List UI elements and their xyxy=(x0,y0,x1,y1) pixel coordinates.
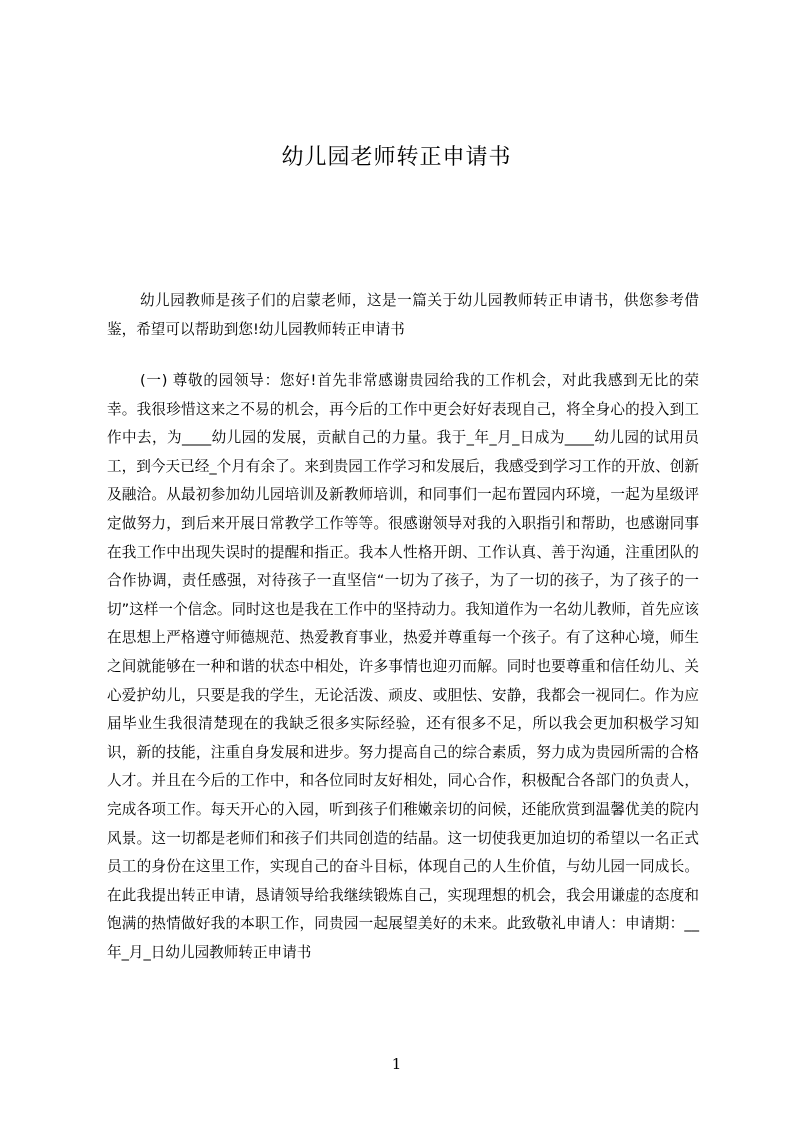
intro-paragraph: 幼儿园教师是孩子们的启蒙老师，这是一篇关于幼儿园教师转正申请书，供您参考借鉴，希望可以帮助到您!幼儿园教师转正申请书 xyxy=(107,292,699,338)
page-title: 幼儿园老师转正申请书 xyxy=(281,145,512,170)
body-paragraph: (一) 尊敬的园领导：您好!首先非常感谢贵园给我的工作机会，对此我感到无比的荣幸。我很珍惜这来之不易的机会，再今后的工作中更会好好表现自己，将全身心的投入到工作中去，为____幼儿园的发展，贡献自己的力量。我于_年_月_日成为____幼儿园的试用员工，到今天已经_个月有余了。来到贵园工作学习和发展后，我感受到学习工作的开放、创新及融洽。从最初参加幼儿园培训及新教师培训，和同事们一起布置园内环境，一起为星级评定做努力，到后来开展日常教学工作等等。很感谢领导对我的入职指引和帮助，也感谢同事在我工作中出现失误时的提醒和指正。我本人性格开朗、工作认真、善于沟通，注重团队的合作协调，责任感强，对待孩子一直坚信“一切为了孩子，为了一切的孩子，为了孩子的一切”这样一个信念。同时这也是我在工作中的坚持动力。我知道作为一名幼儿教师，首先应该在思想上严格遵守师德规范、热爱教育事业，热爱并尊重每一个孩子。有了这种心境，师生之间就能够在一种和谐的状态中相处，许多事情也迎刃而解。同时也要尊重和信任幼儿、关心爱护幼儿，只要是我的学生，无论活泼、顽皮、或胆怯、安静，我都会一视同仁。作为应届毕业生我很清楚现在的我缺乏很多实际经验，还有很多不足，所以我会更加积极学习知识，新的技能，注重自身发展和进步。努力提高自己的综合素质，努力成为贵园所需的合格人才。并且在今后的工作中，和各位同时友好相处，同心合作，积极配合各部门的负责人，完成各项工作。每天开心的入园，听到孩子们稚嫩亲切的问候，还能欣赏到温馨优美的院内风景。这一切都是老师们和孩子们共同创造的结晶。这一切使我更加迫切的希望以一名正式员工的身份在这里工作，实现自己的奋斗目标，体现自己的人生价值，与幼儿园一同成长。在此我提出转正申请，恳请领导给我继续锻炼自己，实现理想的机会，我会用谦虚的态度和饱满的热情做好我的本职工作，同贵园一起展望美好的未来。此致敬礼申请人：申请期：__年_月_日幼儿园教师转正申请书 xyxy=(107,372,699,961)
page-number: 1 xyxy=(391,1055,402,1073)
